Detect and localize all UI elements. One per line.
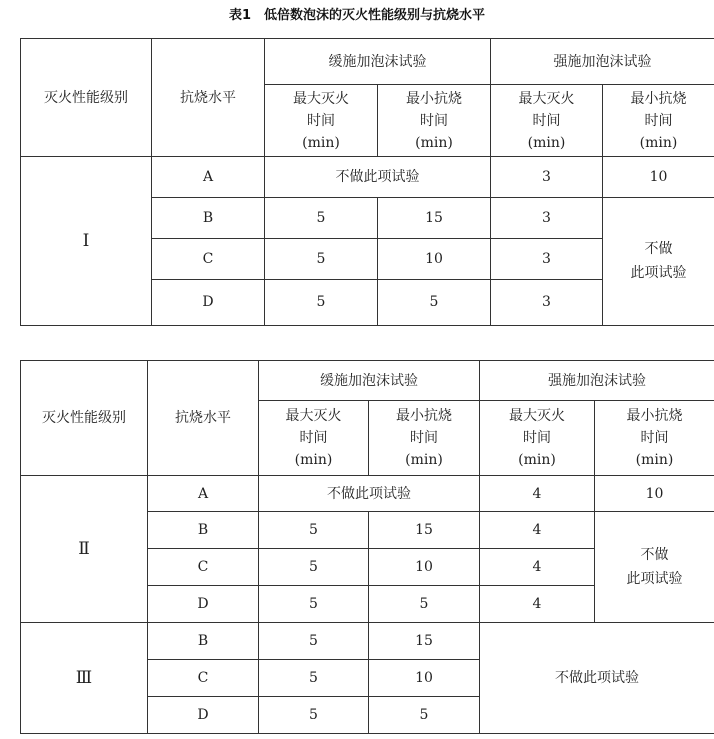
header-forceful-max-ext: 最大灭火 时间 (min) — [491, 85, 603, 157]
table-level-2-3 — [20, 360, 714, 734]
forceful-min-cell: 10 — [595, 475, 714, 511]
grade-cell: D — [148, 696, 259, 733]
forceful-max-cell: 4 — [480, 512, 595, 549]
header-level: 灭火性能级别 — [21, 361, 148, 476]
gentle-min-cell: 10 — [369, 549, 480, 585]
grade-cell: D — [152, 279, 265, 325]
not-tested-cell: 不做 此项试验 — [603, 197, 714, 325]
header-gentle-test: 缓施加泡沫试验 — [265, 39, 491, 85]
table-row — [21, 623, 714, 660]
level-cell: Ⅲ — [21, 623, 148, 734]
gentle-max-cell: 5 — [259, 623, 369, 660]
gentle-min-cell: 15 — [378, 197, 491, 238]
forceful-max-cell: 3 — [491, 238, 603, 279]
grade-cell: A — [148, 475, 259, 511]
header-gentle-max-ext: 最大灭火 时间 (min) — [265, 85, 378, 157]
gentle-max-cell: 5 — [265, 238, 378, 279]
header-gentle-min-burn: 最小抗烧 时间 (min) — [378, 85, 491, 157]
header-forceful-test: 强施加泡沫试验 — [480, 361, 714, 401]
forceful-max-cell: 4 — [480, 475, 595, 511]
grade-cell: C — [148, 549, 259, 585]
gentle-max-cell: 5 — [259, 696, 369, 733]
forceful-max-cell: 4 — [480, 585, 595, 622]
header-forceful-min-burn: 最小抗烧 时间 (min) — [595, 401, 714, 476]
not-tested-cell: 不做 此项试验 — [595, 512, 714, 623]
not-tested-cell: 不做此项试验 — [480, 623, 714, 734]
gentle-min-cell: 15 — [369, 512, 480, 549]
not-tested-cell: 不做此项试验 — [265, 157, 491, 197]
level-cell: Ⅱ — [21, 475, 148, 622]
grade-cell: B — [148, 623, 259, 660]
level-cell: Ⅰ — [21, 157, 152, 326]
header-gentle-test: 缓施加泡沫试验 — [259, 361, 480, 401]
grade-cell: A — [152, 157, 265, 197]
header-gentle-min-burn: 最小抗烧 时间 (min) — [369, 401, 480, 476]
forceful-max-cell: 3 — [491, 197, 603, 238]
forceful-max-cell: 3 — [491, 279, 603, 325]
gentle-max-cell: 5 — [265, 197, 378, 238]
forceful-max-cell: 4 — [480, 549, 595, 585]
not-tested-cell: 不做此项试验 — [259, 475, 480, 511]
gentle-min-cell: 15 — [369, 623, 480, 660]
header-forceful-test: 强施加泡沫试验 — [491, 39, 714, 85]
table-row — [21, 475, 714, 511]
header-gentle-max-ext: 最大灭火 时间 (min) — [259, 401, 369, 476]
gentle-min-cell: 5 — [378, 279, 491, 325]
grade-cell: C — [152, 238, 265, 279]
header-burnback: 抗烧水平 — [148, 361, 259, 476]
table-level-1 — [20, 38, 714, 326]
gentle-min-cell: 5 — [369, 696, 480, 733]
gentle-min-cell: 5 — [369, 585, 480, 622]
gentle-max-cell: 5 — [259, 549, 369, 585]
table-caption: 表1 低倍数泡沫的灭火性能级别与抗烧水平 — [228, 8, 486, 23]
grade-cell: B — [152, 197, 265, 238]
gentle-min-cell: 10 — [369, 660, 480, 696]
gentle-max-cell: 5 — [259, 660, 369, 696]
header-burnback: 抗烧水平 — [152, 39, 265, 157]
header-forceful-max-ext: 最大灭火 时间 (min) — [480, 401, 595, 476]
grade-cell: B — [148, 512, 259, 549]
gentle-min-cell: 10 — [378, 238, 491, 279]
gentle-max-cell: 5 — [265, 279, 378, 325]
header-level: 灭火性能级别 — [21, 39, 152, 157]
grade-cell: C — [148, 660, 259, 696]
grade-cell: D — [148, 585, 259, 622]
forceful-min-cell: 10 — [603, 157, 714, 197]
gentle-max-cell: 5 — [259, 585, 369, 622]
table-row — [21, 157, 714, 197]
gentle-max-cell: 5 — [259, 512, 369, 549]
header-forceful-min-burn: 最小抗烧 时间 (min) — [603, 85, 714, 157]
forceful-max-cell: 3 — [491, 157, 603, 197]
